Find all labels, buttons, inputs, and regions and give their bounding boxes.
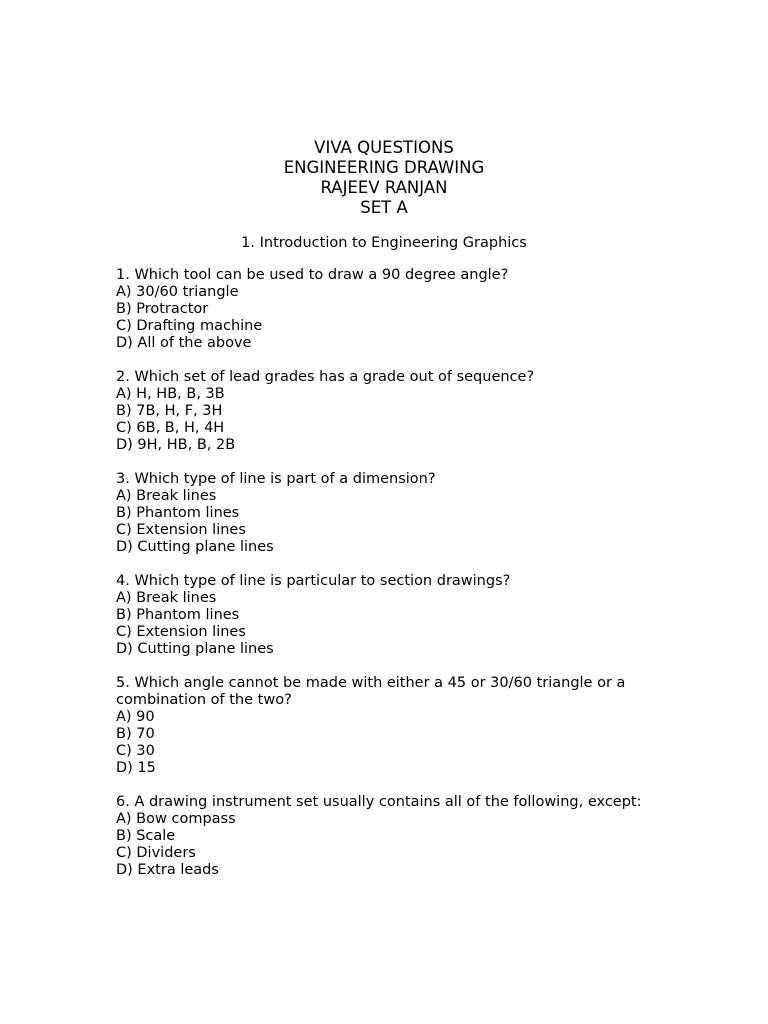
section-title: 1. Introduction to Engineering Graphics	[241, 235, 527, 251]
option-b: B) Phantom lines	[116, 607, 240, 623]
question-5	[116, 675, 676, 777]
option-b: B) 70	[116, 726, 155, 742]
option-c: C) 30	[116, 743, 155, 759]
question-text: 1. Which tool can be used to draw a 90 degree angle?	[116, 267, 509, 283]
option-a: A) Bow compass	[116, 811, 236, 827]
question-text: 5. Which angle cannot be made with either a 45 or 30/60 triangle or a combination of the two?	[116, 675, 626, 708]
option-a: A) H, HB, B, 3B	[116, 386, 225, 402]
option-d: D) 15	[116, 760, 156, 776]
question-list	[116, 267, 676, 896]
question-1	[116, 267, 676, 352]
option-b: B) Protractor	[116, 301, 209, 317]
question-text: 2. Which set of lead grades has a grade out of sequence?	[116, 369, 535, 385]
option-b: B) 7B, H, F, 3H	[116, 403, 223, 419]
question-3	[116, 471, 676, 556]
option-d: D) Cutting plane lines	[116, 641, 274, 657]
option-a: A) Break lines	[116, 488, 217, 504]
option-b: B) Scale	[116, 828, 176, 844]
option-c: C) Extension lines	[116, 522, 246, 538]
option-c: C) Drafting machine	[116, 318, 263, 334]
option-d: D) All of the above	[116, 335, 252, 351]
header-line-2: ENGINEERING DRAWING	[283, 158, 485, 177]
option-c: C) 6B, B, H, 4H	[116, 420, 225, 436]
option-d: D) Extra leads	[116, 862, 219, 878]
question-6	[116, 794, 676, 879]
option-b: B) Phantom lines	[116, 505, 240, 521]
option-a: A) 90	[116, 709, 155, 725]
option-a: A) Break lines	[116, 590, 217, 606]
option-c: C) Extension lines	[116, 624, 246, 640]
header-line-1: VIVA QUESTIONS	[314, 138, 454, 157]
document-header	[0, 138, 768, 218]
option-d: D) Cutting plane lines	[116, 539, 274, 555]
question-2	[116, 369, 676, 454]
question-4	[116, 573, 676, 658]
question-text: 6. A drawing instrument set usually contains all of the following, except:	[116, 794, 642, 810]
header-line-4: SET A	[360, 198, 408, 217]
header-line-3: RAJEEV RANJAN	[320, 178, 448, 197]
question-text: 3. Which type of line is part of a dimension?	[116, 471, 436, 487]
question-text: 4. Which type of line is particular to section drawings?	[116, 573, 511, 589]
option-a: A) 30/60 triangle	[116, 284, 239, 300]
option-d: D) 9H, HB, B, 2B	[116, 437, 236, 453]
option-c: C) Dividers	[116, 845, 196, 861]
